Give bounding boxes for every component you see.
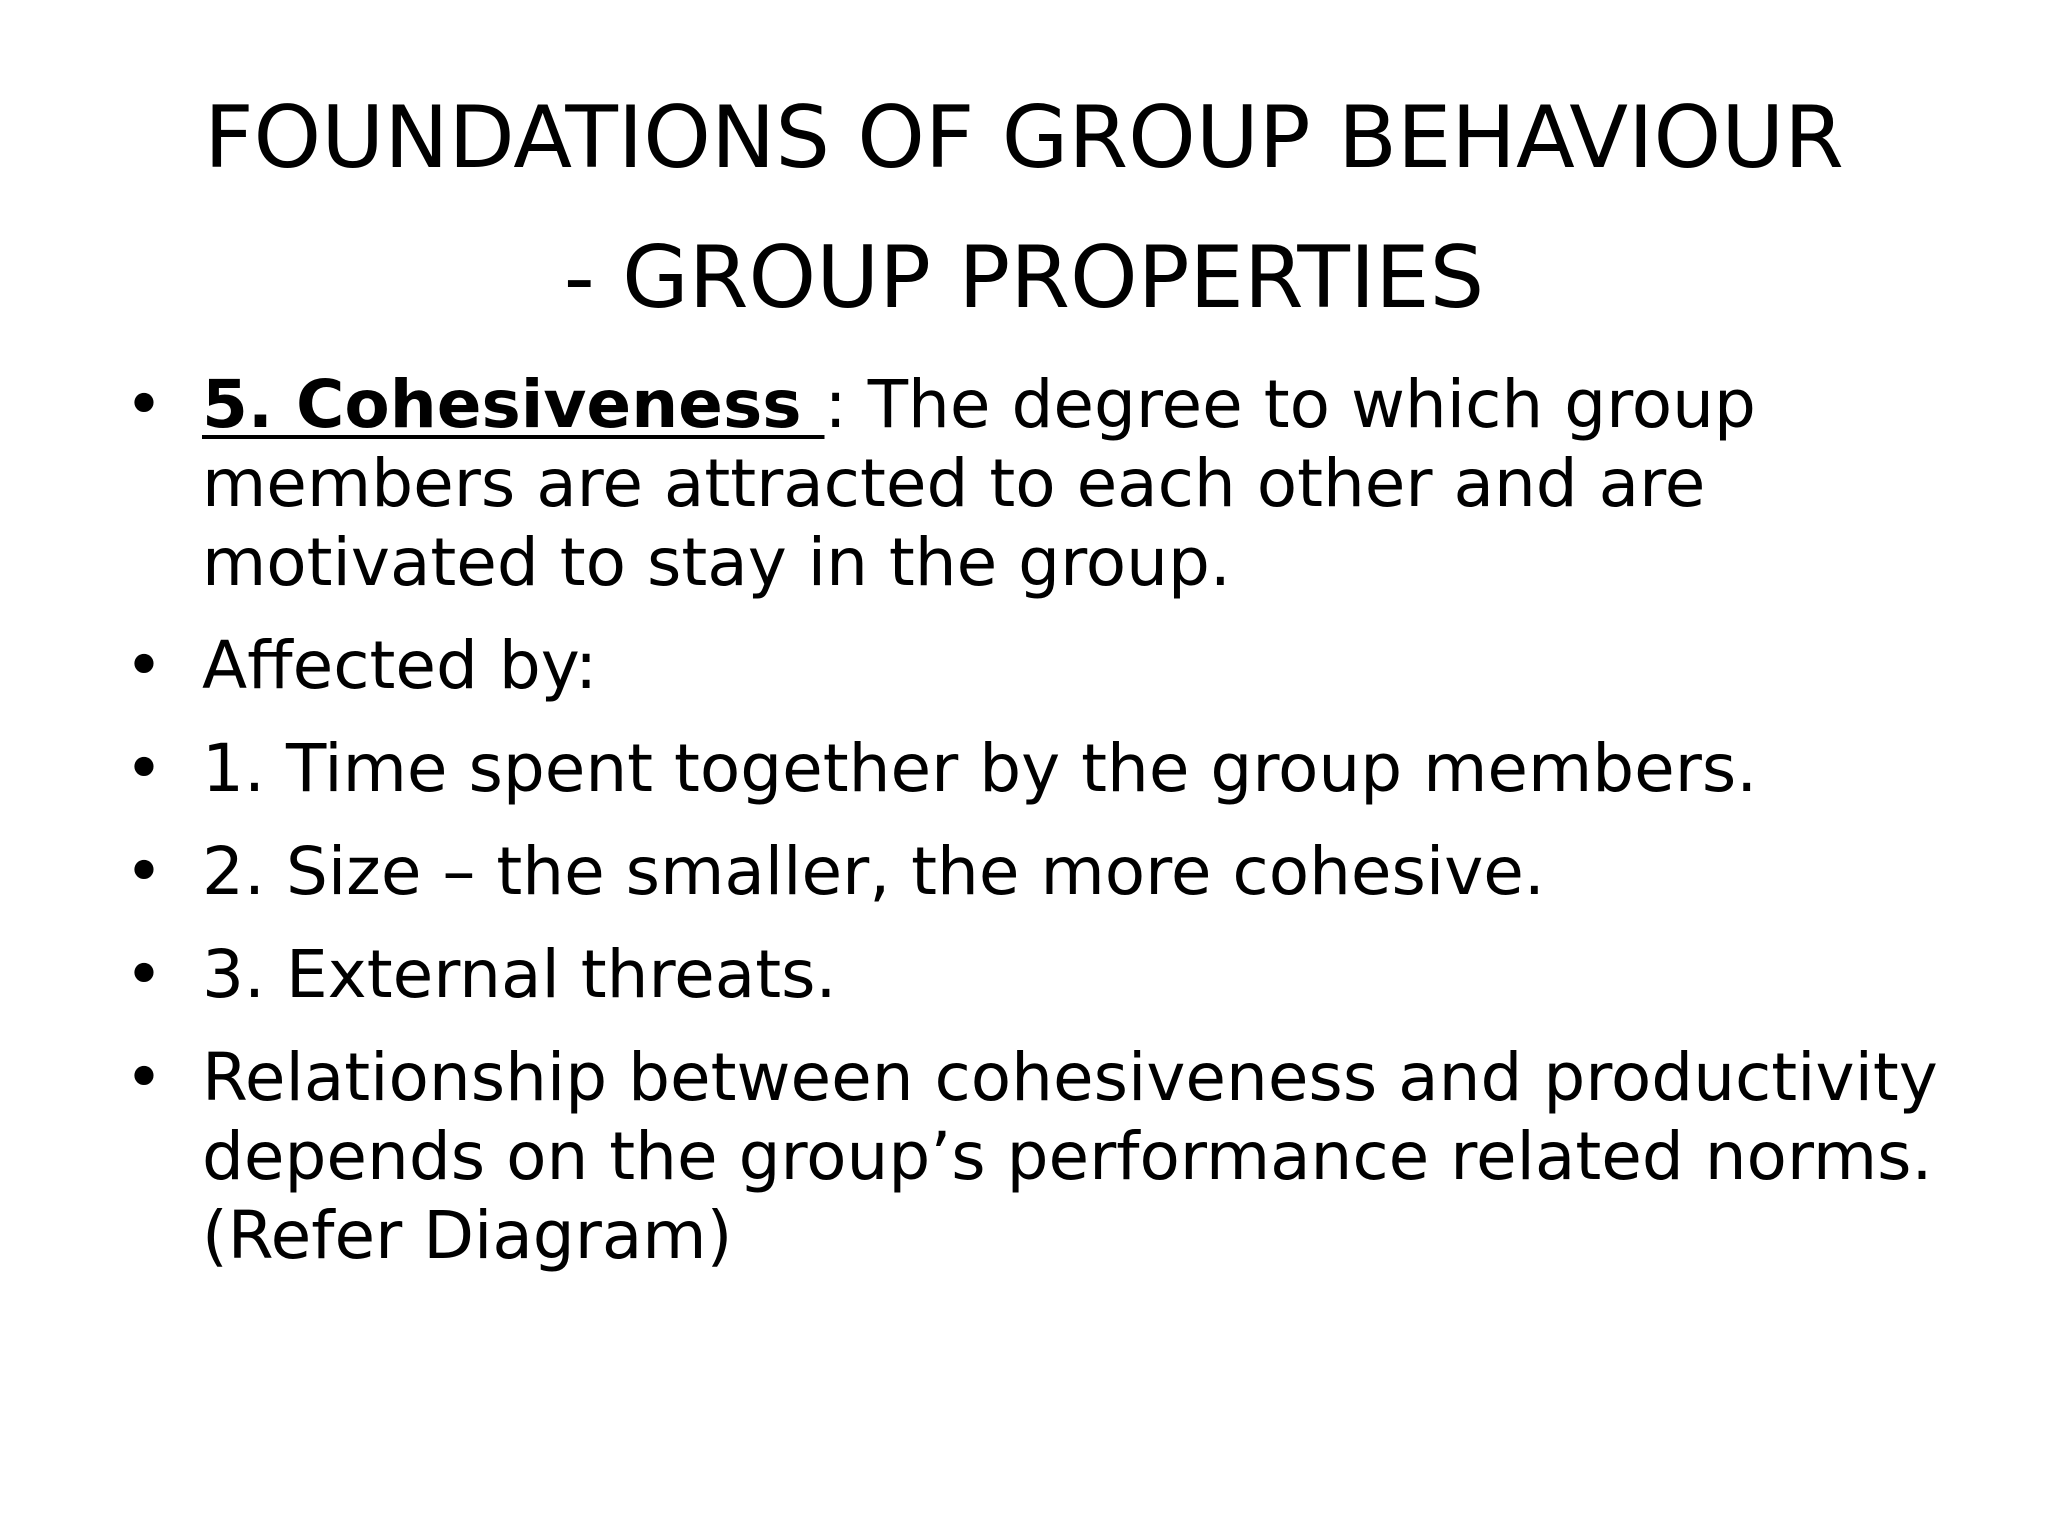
bullet-dot-icon: • (124, 833, 164, 910)
bullet-dot-icon: • (124, 730, 164, 807)
cohesiveness-term: 5. Cohesiveness (202, 366, 825, 443)
bullet-item-size (124, 832, 2004, 911)
bullet-dot-icon: • (124, 1039, 164, 1116)
bullet-item-cohesiveness-definition (124, 365, 2004, 602)
bullet-dot-icon: • (124, 366, 164, 443)
bullet-list (124, 365, 2004, 1299)
title-line-2: - GROUP PROPERTIES (563, 228, 1485, 328)
bullet-item-external-threats (124, 935, 2004, 1014)
title-line-1: FOUNDATIONS OF GROUP BEHAVIOUR (204, 88, 1844, 188)
bullet-item-affected-by (124, 626, 2004, 705)
bullet-item-time-spent (124, 729, 2004, 808)
bullet-text: 2. Size – the smaller, the more cohesive. (202, 833, 1545, 910)
bullet-text: Relationship between cohesiveness and productivity depends on the group’s performance related norms. (Refer Diagram) (202, 1039, 1938, 1274)
bullet-dot-icon: • (124, 627, 164, 704)
cohesiveness-definition: : The degree to which group members are attracted to each other and are motivated to stay in the group. (202, 366, 1756, 601)
bullet-text: 3. External threats. (202, 936, 837, 1013)
bullet-text: Affected by: (202, 627, 598, 704)
bullet-item-relationship (124, 1038, 2004, 1275)
bullet-text: 1. Time spent together by the group members. (202, 730, 1758, 807)
slide-title (80, 68, 1968, 348)
bullet-dot-icon: • (124, 936, 164, 1013)
bullet-text (202, 365, 2004, 602)
